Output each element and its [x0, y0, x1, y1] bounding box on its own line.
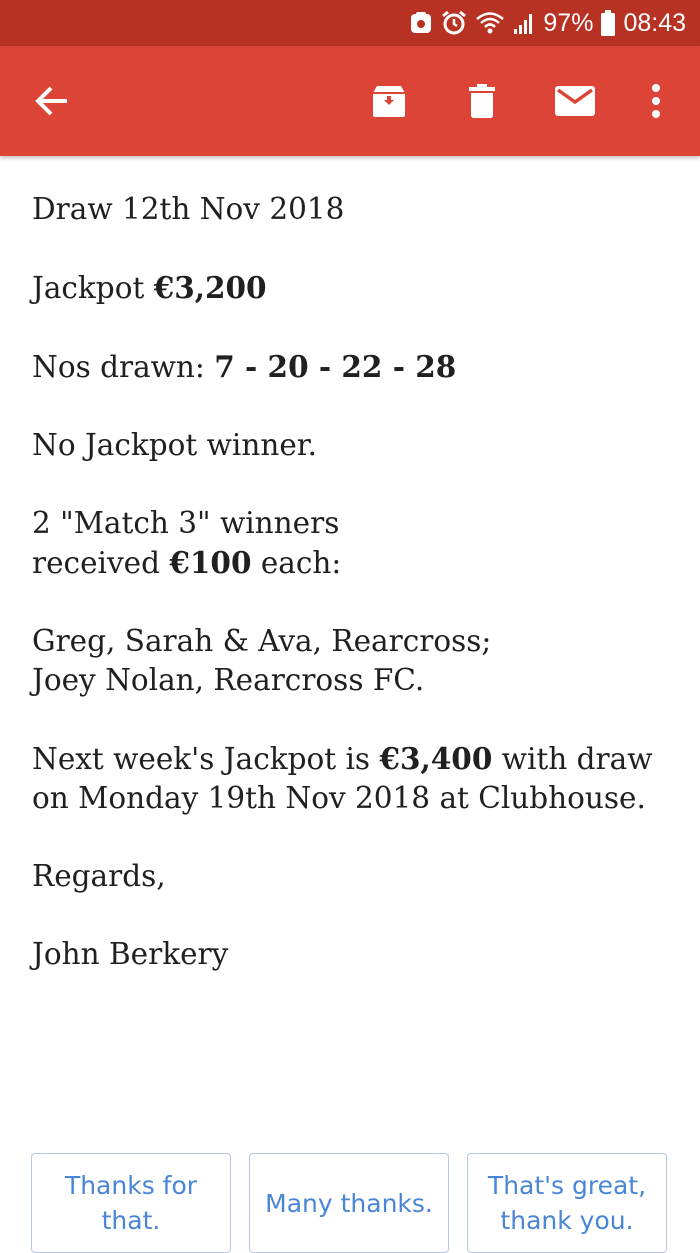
archive-icon: [371, 83, 407, 119]
next-jackpot-amount: €3,400: [379, 741, 493, 776]
smart-reply-thats-great[interactable]: That's great, thank you.: [467, 1153, 667, 1253]
smart-reply-many-thanks[interactable]: Many thanks.: [249, 1153, 449, 1253]
archive-button[interactable]: [359, 71, 419, 131]
mail-icon: [554, 85, 596, 117]
battery-icon: [601, 10, 615, 36]
battery-percent: 97%: [543, 8, 594, 37]
match-winners-line: 2 "Match 3" winners received €100 each:: [32, 506, 342, 580]
numbers-drawn: 7 - 20 - 22 - 28: [214, 349, 457, 384]
signature: John Berkery: [32, 937, 229, 971]
more-vert-icon: [651, 83, 661, 119]
email-body: [32, 190, 682, 1013]
signal-icon: [513, 11, 535, 35]
alarm-icon: [441, 10, 467, 36]
app-bar: [0, 46, 700, 156]
winners-list: Greg, Sarah & Ava, Rearcross; Joey Nolan, Rearcross FC.: [32, 624, 492, 697]
wifi-icon: [475, 11, 505, 35]
smart-reply-thanks-for-that[interactable]: Thanks for that.: [31, 1153, 231, 1253]
mark-unread-button[interactable]: [545, 71, 605, 131]
draw-date-line: Draw 12th Nov 2018: [32, 192, 345, 226]
status-icons: [409, 0, 686, 46]
next-jackpot-line: Next week's Jackpot is €3,400 with draw on Monday 19th Nov 2018 at Clubhouse.: [32, 741, 653, 815]
jackpot-line: Jackpot €3,200: [32, 270, 267, 305]
numbers-drawn-line: Nos drawn: 7 - 20 - 22 - 28: [32, 349, 457, 384]
notification-icon: [409, 11, 433, 35]
arrow-back-icon: [34, 83, 70, 119]
back-button[interactable]: [22, 71, 82, 131]
smart-reply-row: [31, 1153, 671, 1253]
regards-line: Regards,: [32, 859, 166, 893]
status-bar: [0, 0, 700, 46]
match-amount: €100: [169, 545, 252, 580]
more-options-button[interactable]: [626, 71, 686, 131]
clock: 08:43: [623, 8, 686, 37]
no-winner-line: No Jackpot winner.: [32, 428, 318, 462]
delete-button[interactable]: [452, 71, 512, 131]
delete-icon: [467, 83, 497, 119]
jackpot-amount: €3,200: [153, 270, 267, 305]
